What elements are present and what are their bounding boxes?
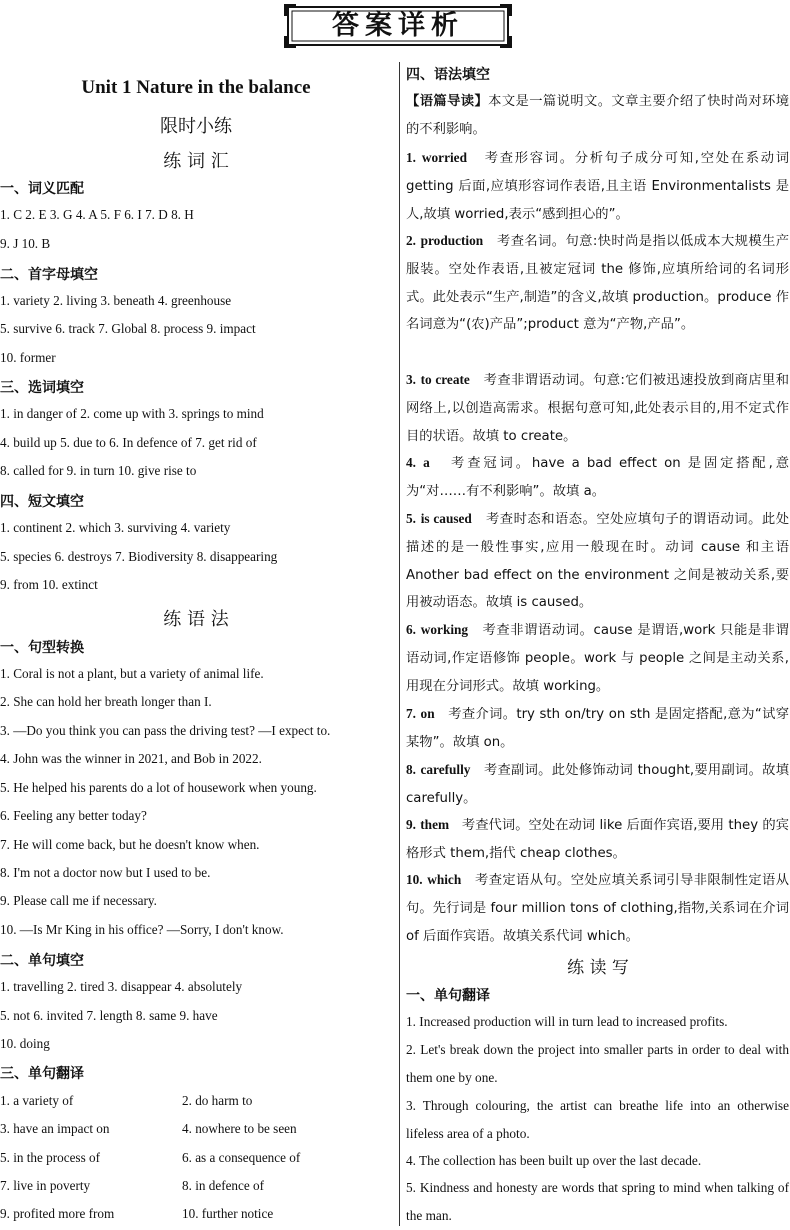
cloze-guide-label: 【语篇导读】 (406, 94, 489, 109)
grammar-s3-row (0, 1206, 274, 1222)
cloze-item (406, 811, 789, 868)
vocab-s2-line: 10. former (0, 350, 56, 365)
cloze-item (406, 366, 789, 450)
grammar-s3-cell: 1. a variety of (0, 1093, 74, 1108)
cloze-item-num: 7. (406, 706, 416, 721)
rw-heading: 练 读 写 (567, 958, 629, 978)
grammar-s3-row (0, 1178, 265, 1194)
grammar-s2-line: 1. travelling 2. tired 3. disappear 4. absolutely (0, 979, 243, 994)
vocab-s1-line: 9. J 10. B (0, 236, 51, 251)
cloze-item-text: 考查代词。空处在动词 like 后面作宾语,要用 they 的宾格形式 them,指代 cheap clothes。 (406, 818, 789, 861)
rw-s1-item: 4. The collection has been built up over the last decade. (406, 1153, 702, 1168)
vocab-s3-line: 8. called for 9. in turn 10. give rise to (0, 463, 197, 478)
vocab-s3-title: 三、选词填空 (0, 380, 84, 396)
banner-title: 答案详析 (332, 10, 464, 41)
cloze-item-answer: production (420, 233, 484, 248)
cloze-item-text: 考查非谓语动词。cause 是谓语,work 只能是非谓语动词,作定语修饰 people。work 与 people 之间是主动关系,用现在分词形式。故填 working。 (406, 623, 789, 694)
cloze-item (406, 866, 789, 950)
cloze-item-answer: a (423, 455, 430, 470)
grammar-s3-title: 三、单句翻译 (0, 1066, 84, 1082)
cloze-item-text: 考查介词。try sth on/try on sth 是固定搭配,意为“试穿某物”。故填 on。 (406, 707, 789, 750)
grammar-s3-cell: 4. nowhere to be seen (182, 1121, 297, 1136)
vocab-s2-line: 1. variety 2. living 3. beneath 4. greenhouse (0, 293, 232, 308)
cloze-item-num: 9. (406, 817, 416, 832)
column-divider (399, 62, 400, 1226)
vocab-s3-line: 4. build up 5. due to 6. In defence of 7. get rid of (0, 435, 257, 450)
cloze-item-answer: carefully (420, 762, 471, 777)
vocab-heading: 练 词 汇 (163, 151, 229, 172)
grammar-s3-cell: 7. live in poverty (0, 1178, 91, 1193)
cloze-item-text: 考查定语从句。空处应填关系词引导非限制性定语从句。先行词是 four million tons of clothing,指物,关系词在介词 of 后面作宾语。故填关系代词 which。 (406, 873, 790, 944)
cloze-item (406, 144, 789, 228)
cloze-item-num: 4. (406, 455, 416, 470)
rw-s1-title: 一、单句翻译 (406, 988, 490, 1004)
vocab-s2-title: 二、首字母填空 (0, 267, 98, 283)
grammar-s1-item: 7. He will come back, but he doesn't know when. (0, 837, 260, 852)
grammar-s1-item: 8. I'm not a doctor now but I used to be. (0, 865, 211, 880)
grammar-s3-cell: 3. have an impact on (0, 1121, 110, 1136)
cloze-item-text: 考查冠词。have a bad effect on 是固定搭配,意为“对……有不利影响”。故填 a。 (406, 456, 789, 499)
answer-banner (282, 2, 514, 50)
cloze-item-num: 3. (406, 372, 416, 387)
grammar-s2-line: 5. not 6. invited 7. length 8. same 9. have (0, 1008, 218, 1023)
grammar-s1-item: 2. She can hold her breath longer than I. (0, 694, 212, 709)
rw-s1-item: 3. Through colouring, the artist can breathe life into an otherwise lifeless area of a photo. (406, 1098, 789, 1141)
cloze-item-answer: them (420, 817, 450, 832)
cloze-item-text: 考查形容词。分析句子成分可知,空处在系动词 getting 后面,应填形容词作表语,且主语 Environmentalists 是人,故填 worried,表示“感到担心的”。 (406, 151, 789, 222)
cloze-item-num: 10. (406, 872, 423, 887)
grammar-s1-item: 5. He helped his parents do a lot of housework when young. (0, 780, 317, 795)
grammar-s1-item: 6. Feeling any better today? (0, 808, 147, 823)
grammar-heading: 练 语 法 (163, 609, 229, 630)
vocab-s4-line: 9. from 10. extinct (0, 577, 98, 592)
cloze-item-answer: is caused (420, 511, 472, 526)
vocab-s4-line: 5. species 6. destroys 7. Biodiversity 8. disappearing (0, 549, 278, 564)
rw-s1-item: 1. Increased production will in turn lead to increased profits. (406, 1014, 728, 1029)
cloze-item (406, 505, 789, 617)
cloze-item-answer: which (427, 872, 462, 887)
cloze-item-text: 考查非谓语动词。句意:它们被迅速投放到商店里和网络上,以创造高需求。根据句意可知,此处表示目的,用不定式作目的状语。故填 to create。 (406, 373, 789, 444)
grammar-s3-cell: 2. do harm to (182, 1093, 253, 1108)
vocab-s1-line: 1. C 2. E 3. G 4. A 5. F 6. I 7. D 8. H (0, 207, 194, 222)
grammar-s1-item: 10. —Is Mr King in his office? —Sorry, I don't know. (0, 922, 284, 937)
vocab-s3-line: 1. in danger of 2. come up with 3. springs to mind (0, 406, 264, 421)
cloze-title: 四、语法填空 (406, 67, 490, 83)
grammar-s3-cell: 9. profited more from (0, 1206, 115, 1221)
cloze-item-text: 考查副词。此处修饰动词 thought,要用副词。故填 carefully。 (406, 763, 789, 806)
cloze-item-text: 考查名词。句意:快时尚是指以低成本大规模生产服装。空处作表语,且被定冠词 the 修饰,应填所给词的名词形式。此处表示“生产,制造”的含义,故填 production。produce 作名词意为“(农)产品”;product 意为“产物,产品”。 (406, 234, 789, 333)
cloze-guide-text: 本文是一篇说明文。文章主要介绍了快时尚对环境的不利影响。 (406, 94, 789, 137)
grammar-s1-item: 1. Coral is not a plant, but a variety of animal life. (0, 666, 264, 681)
cloze-item-text: 考查时态和语态。空处应填句子的谓语动词。此处描述的是一般性事实,应用一般现在时。动词 cause 和主语 Another bad effect on the environment 之间是被动关系,要用被动语态。故填 is caused。 (406, 512, 789, 611)
unit-title: Unit 1 Nature in the balance (81, 77, 311, 98)
grammar-s1-item: 3. —Do you think you can pass the driving test? —I expect to. (0, 723, 331, 738)
grammar-s2-line: 10. doing (0, 1036, 50, 1051)
rw-s1-item: 2. Let's break down the project into smaller parts in order to deal with them one by one. (406, 1042, 789, 1085)
grammar-s3-row (0, 1150, 301, 1166)
vocab-s2-line: 5. survive 6. track 7. Global 8. process 9. impact (0, 321, 256, 336)
cloze-item (406, 756, 789, 813)
cloze-item-answer: to create (420, 372, 470, 387)
vocab-s4-line: 1. continent 2. which 3. surviving 4. variety (0, 520, 231, 535)
grammar-s3-cell: 10. further notice (182, 1206, 274, 1221)
cloze-item (406, 700, 789, 757)
cloze-item-answer: on (420, 706, 435, 721)
cloze-item-num: 2. (406, 233, 416, 248)
grammar-s3-row (0, 1121, 297, 1137)
cloze-item-answer: worried (421, 150, 467, 165)
grammar-s3-cell: 6. as a consequence of (182, 1150, 301, 1165)
cloze-item (406, 616, 789, 700)
vocab-s1-title: 一、词义匹配 (0, 181, 84, 197)
cloze-item (406, 449, 789, 506)
cloze-item-num: 1. (406, 150, 416, 165)
grammar-s3-row (0, 1093, 253, 1109)
rw-s1-item: 5. Kindness and honesty are words that spring to mind when talking of the man. (406, 1180, 789, 1223)
cloze-item (406, 227, 789, 339)
grammar-s3-cell: 5. in the process of (0, 1150, 100, 1165)
cloze-item-num: 8. (406, 762, 416, 777)
cloze-guide (406, 88, 789, 144)
cloze-item-num: 5. (406, 511, 416, 526)
grammar-s1-item: 9. Please call me if necessary. (0, 893, 157, 908)
vocab-s4-title: 四、短文填空 (0, 494, 84, 510)
practice-title: 限时小练 (160, 116, 232, 137)
grammar-s2-title: 二、单句填空 (0, 953, 84, 969)
grammar-s1-item: 4. John was the winner in 2021, and Bob in 2022. (0, 751, 262, 766)
cloze-item-num: 6. (406, 622, 416, 637)
grammar-s1-title: 一、句型转换 (0, 640, 84, 656)
grammar-s3-cell: 8. in defence of (182, 1178, 265, 1193)
cloze-item-answer: working (420, 622, 469, 637)
